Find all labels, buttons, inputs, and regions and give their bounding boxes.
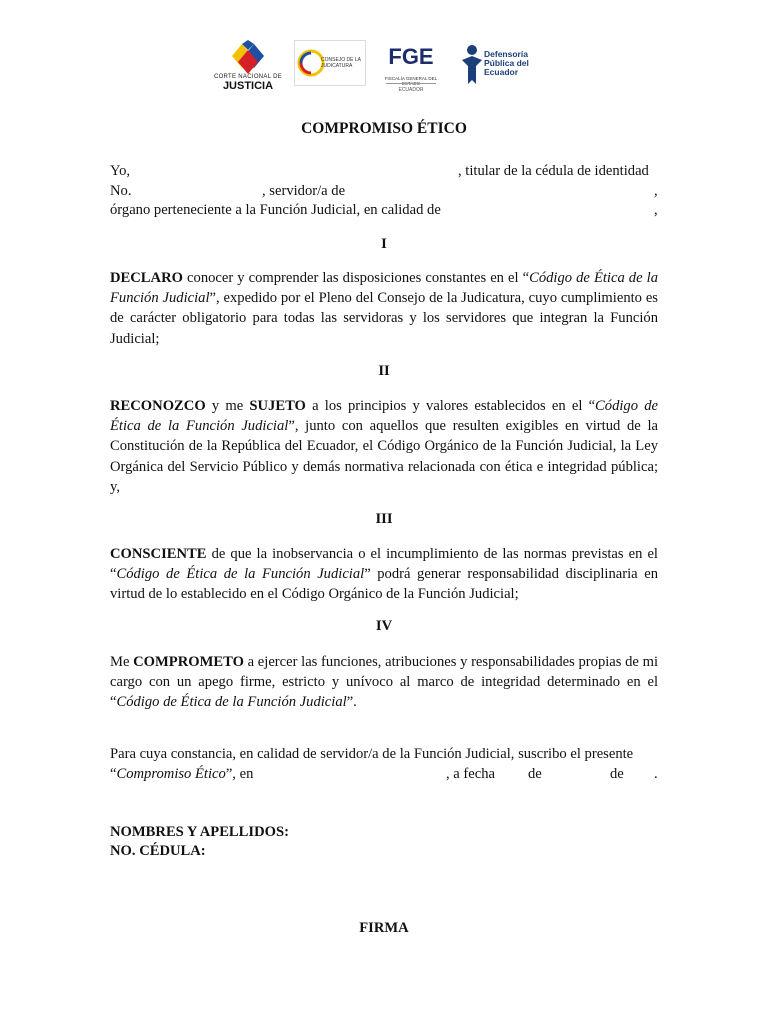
paragraph-declaro: DECLARO conocer y comprender las disposiciones constantes en el “Código de Ética de la Función Judicial”, expedido por el Pleno del Consejo de la Judicatura, cuyo cumplimiento es de carácter obligatorio para todas las servidoras y los servidores que integran la Función Judicial; <box>110 270 658 347</box>
numeral-iv: IV <box>375 618 393 634</box>
paragraph-consciente: CONSCIENTE de que la inobservancia o el incumplimiento de las normas previstas en el “Código de Ética de la Función Judicial” podrá generar responsabilidad disciplinaria en virtud de lo establecido en el Código Orgánico de la Función Judicial; <box>110 546 658 603</box>
page-title: COMPROMISO ÉTICO <box>301 120 467 137</box>
nombres-label: NOMBRES Y APELLIDOS: <box>110 824 289 840</box>
numeral-i: I <box>381 236 387 252</box>
firma-label: FIRMA <box>359 920 409 936</box>
closing-line-1: Para cuya constancia, en calidad de servidor/a de la Función Judicial, suscribo el presente <box>110 746 634 762</box>
cedula-label: NO. CÉDULA: <box>110 843 206 859</box>
logos-header <box>0 40 768 100</box>
corte-nacional-justicia-logo: CORTE NACIONAL DE JUSTICIA <box>212 40 284 94</box>
closing-line-2: “Compromiso Ético”, en , a fecha de de . <box>110 766 658 782</box>
intro-line-2: No. , servidor/a de , <box>110 183 658 199</box>
fiscalia-general-logo: FGE FISCALÍA GENERAL DEL ECUADOR <box>384 44 438 93</box>
intro-line-3: órgano perteneciente a la Función Judicial, en calidad de , <box>110 202 658 218</box>
intro-line-1: Yo, , titular de la cédula de identidad <box>110 163 649 179</box>
defensoria-publica-logo: Defensoría Pública del Ecuador <box>460 40 560 88</box>
paragraph-reconozco: RECONOZCO y me SUJETO a los principios y valores establecidos en el “Código de Ética de la Función Judicial”, junto con aquellos que resulten exigibles en virtud de la Constitución de la República del Ecuador, el Código Orgánico de la Función Judicial, la Ley Orgánica del Servicio Público y demás normativa relacionada con ética e integridad pública; y, <box>110 398 658 495</box>
divider <box>386 83 436 84</box>
numeral-ii: II <box>378 363 390 379</box>
figure-icon <box>460 40 484 88</box>
consejo-judicatura-logo: CONSEJO DE LA JUDICATURA <box>294 40 366 86</box>
paragraph-comprometo: Me COMPROMETO a ejercer las funciones, atribuciones y responsabilidades propias de mi cargo con un apego firme, estricto y unívoco al marco de integridad determinado en el “Código de Ética de la Función Judicial”. <box>110 654 658 711</box>
numeral-iii: III <box>375 511 393 527</box>
